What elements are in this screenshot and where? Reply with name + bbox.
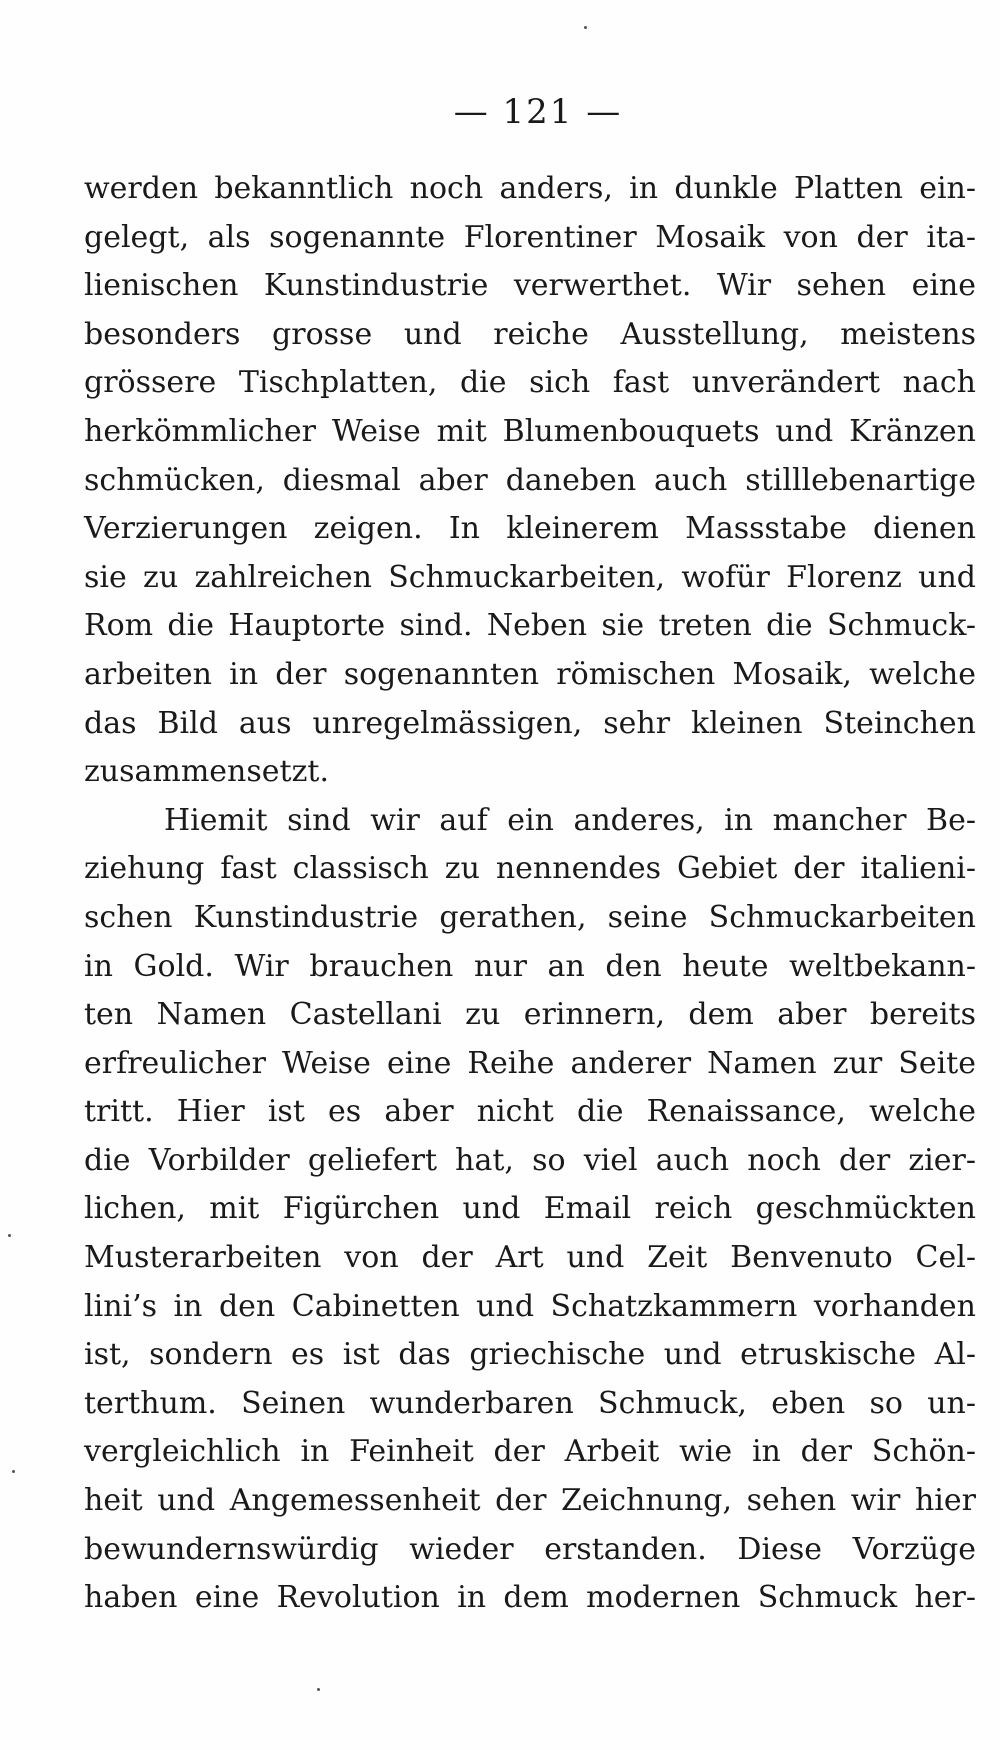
body-text — [84, 165, 976, 1623]
text-line: arbeiten in der sogenannten römischen Mosaik, welche — [84, 656, 976, 692]
text-line: Verzierungen zeigen. In kleinerem Massstabe dienen — [84, 511, 976, 547]
scan-speck — [8, 1234, 11, 1237]
text-line: lienischen Kunstindustrie verwerthet. Wir sehen eine — [84, 268, 976, 304]
text-line: das Bild aus unregelmässigen, sehr kleinen Steinchen — [84, 705, 976, 741]
text-line: gelegt, als sogenannte Florentiner Mosaik von der ita- — [84, 219, 976, 255]
text-line: erfreulicher Weise eine Reihe anderer Namen zur Seite — [84, 1045, 976, 1081]
text-line: in Gold. Wir brauchen nur an den heute weltbekann- — [84, 948, 976, 984]
text-line: lichen, mit Figürchen und Email reich geschmückten — [84, 1191, 976, 1227]
text-line: lini’s in den Cabinetten und Schatzkammern vorhanden — [84, 1288, 976, 1324]
paragraph-2 — [84, 797, 976, 1623]
text-line: tritt. Hier ist es aber nicht die Renaissance, welche — [84, 1094, 976, 1130]
text-line: ziehung fast classisch zu nennendes Gebiet der italieni- — [84, 851, 976, 887]
text-line: ist, sondern es ist das griechische und etruskische Al- — [84, 1337, 976, 1373]
text-line: werden bekanntlich noch anders, in dunkle Platten ein- — [84, 171, 976, 206]
text-line: Musterarbeiten von der Art und Zeit Benvenuto Cel- — [84, 1240, 976, 1276]
text-line: bewundernswürdig wieder erstanden. Diese Vorzüge — [84, 1531, 976, 1567]
text-line: herkömmlicher Weise mit Blumenbouquets und Kränzen — [84, 413, 976, 449]
text-line: schen Kunstindustrie gerathen, seine Schmuckarbeiten — [84, 899, 976, 935]
text-line: schmücken, diesmal aber daneben auch stilllebenartige — [84, 462, 976, 498]
text-line: heit und Angemessenheit der Zeichnung, sehen wir hier — [84, 1483, 976, 1519]
text-line: ten Namen Castellani zu erinnern, dem aber bereits — [84, 997, 976, 1033]
text-line: sie zu zahlreichen Schmuckarbeiten, wofür Florenz und — [84, 559, 976, 595]
text-line: besonders grosse und reiche Ausstellung, meistens — [84, 316, 976, 352]
text-line: Hiemit sind wir auf ein anderes, in mancher Be- — [164, 802, 976, 838]
scan-speck — [584, 26, 587, 29]
text-line: vergleichlich in Feinheit der Arbeit wie in der Schön- — [84, 1434, 976, 1470]
scan-speck — [317, 1688, 320, 1691]
paragraph-1 — [84, 165, 976, 797]
text-line: terthum. Seinen wunderbaren Schmuck, eben so un- — [84, 1385, 976, 1421]
text-line: haben eine Revolution in dem modernen Schmuck her- — [84, 1580, 976, 1616]
page-number: — 121 — — [453, 92, 623, 132]
text-line: die Vorbilder geliefert hat, so viel auch noch der zier- — [84, 1142, 976, 1178]
text-line: zusammensetzt. — [84, 754, 329, 790]
text-line: grössere Tischplatten, die sich fast unverändert nach — [84, 365, 976, 401]
scan-speck — [12, 1470, 15, 1473]
text-line: Rom die Hauptorte sind. Neben sie treten die Schmuck- — [84, 608, 976, 644]
